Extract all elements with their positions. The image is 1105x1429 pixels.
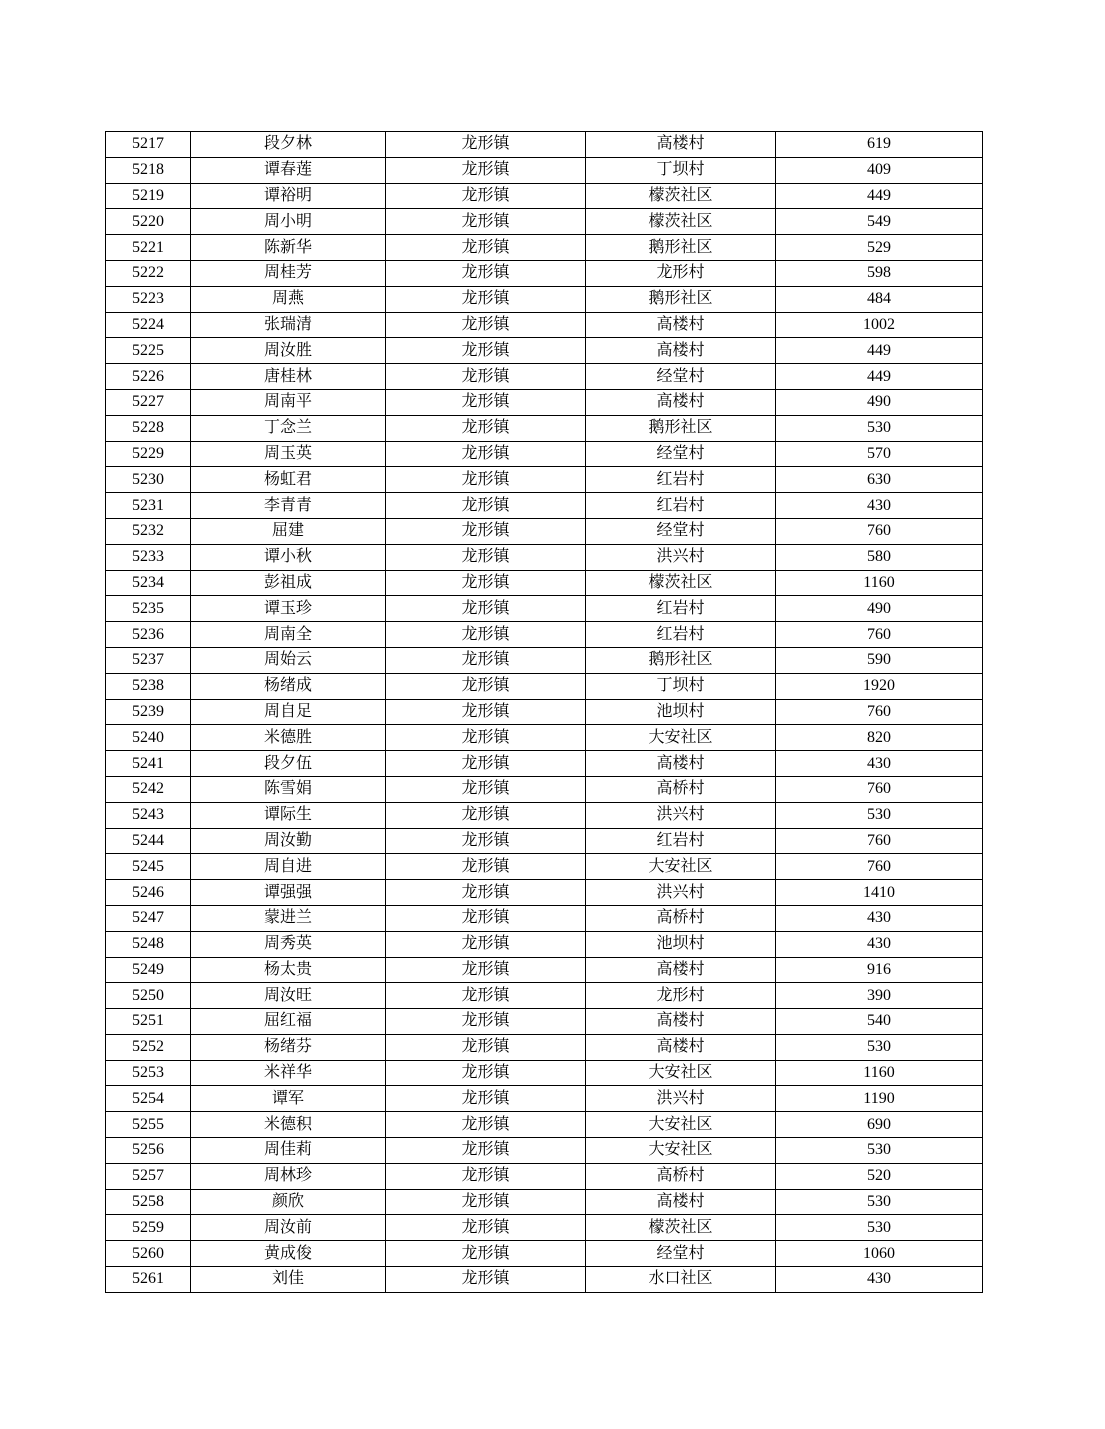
cell-amount: 1410 <box>776 880 983 906</box>
cell-town: 龙形镇 <box>386 183 586 209</box>
cell-town: 龙形镇 <box>386 1241 586 1267</box>
cell-name: 陈新华 <box>191 235 386 261</box>
cell-id: 5239 <box>106 699 191 725</box>
cell-name: 谭强强 <box>191 880 386 906</box>
cell-name: 段夕伍 <box>191 751 386 777</box>
cell-id: 5234 <box>106 570 191 596</box>
cell-id: 5246 <box>106 880 191 906</box>
cell-name: 周汝旺 <box>191 983 386 1009</box>
table-row <box>106 286 983 312</box>
cell-town: 龙形镇 <box>386 1267 586 1293</box>
cell-amount: 490 <box>776 596 983 622</box>
cell-name: 谭小秋 <box>191 544 386 570</box>
cell-id: 5241 <box>106 751 191 777</box>
cell-town: 龙形镇 <box>386 518 586 544</box>
cell-name: 张瑞清 <box>191 312 386 338</box>
cell-name: 谭春莲 <box>191 157 386 183</box>
cell-village: 檬茨社区 <box>586 183 776 209</box>
cell-town: 龙形镇 <box>386 1086 586 1112</box>
cell-name: 周林珍 <box>191 1163 386 1189</box>
cell-village: 大安社区 <box>586 1060 776 1086</box>
cell-amount: 1160 <box>776 570 983 596</box>
table-row <box>106 1215 983 1241</box>
cell-name: 米德胜 <box>191 725 386 751</box>
cell-amount: 490 <box>776 389 983 415</box>
cell-town: 龙形镇 <box>386 751 586 777</box>
cell-id: 5233 <box>106 544 191 570</box>
table-row <box>106 570 983 596</box>
cell-amount: 529 <box>776 235 983 261</box>
cell-amount: 449 <box>776 183 983 209</box>
table-row <box>106 364 983 390</box>
cell-town: 龙形镇 <box>386 441 586 467</box>
table-row <box>106 493 983 519</box>
table-row <box>106 673 983 699</box>
cell-amount: 690 <box>776 1112 983 1138</box>
cell-amount: 1920 <box>776 673 983 699</box>
cell-amount: 760 <box>776 854 983 880</box>
cell-village: 高楼村 <box>586 1034 776 1060</box>
cell-name: 周汝勤 <box>191 828 386 854</box>
table-row <box>106 802 983 828</box>
cell-town: 龙形镇 <box>386 415 586 441</box>
cell-name: 杨虹君 <box>191 467 386 493</box>
cell-town: 龙形镇 <box>386 776 586 802</box>
cell-town: 龙形镇 <box>386 209 586 235</box>
table-row <box>106 854 983 880</box>
cell-town: 龙形镇 <box>386 622 586 648</box>
table-row <box>106 1241 983 1267</box>
cell-id: 5243 <box>106 802 191 828</box>
cell-id: 5240 <box>106 725 191 751</box>
table-row <box>106 209 983 235</box>
cell-amount: 760 <box>776 828 983 854</box>
cell-village: 高楼村 <box>586 1009 776 1035</box>
cell-village: 鹅形社区 <box>586 647 776 673</box>
cell-amount: 530 <box>776 1034 983 1060</box>
cell-village: 檬茨社区 <box>586 209 776 235</box>
cell-town: 龙形镇 <box>386 1009 586 1035</box>
table-row <box>106 725 983 751</box>
table-row <box>106 828 983 854</box>
cell-amount: 916 <box>776 957 983 983</box>
cell-amount: 590 <box>776 647 983 673</box>
cell-name: 杨绪成 <box>191 673 386 699</box>
cell-name: 周桂芳 <box>191 260 386 286</box>
cell-town: 龙形镇 <box>386 493 586 519</box>
cell-amount: 530 <box>776 802 983 828</box>
cell-amount: 430 <box>776 1267 983 1293</box>
cell-name: 周汝前 <box>191 1215 386 1241</box>
cell-village: 池坝村 <box>586 931 776 957</box>
cell-village: 洪兴村 <box>586 802 776 828</box>
cell-id: 5254 <box>106 1086 191 1112</box>
cell-town: 龙形镇 <box>386 1112 586 1138</box>
cell-village: 高楼村 <box>586 751 776 777</box>
cell-id: 5231 <box>106 493 191 519</box>
table-row <box>106 235 983 261</box>
cell-name: 周秀英 <box>191 931 386 957</box>
cell-name: 周自足 <box>191 699 386 725</box>
table-row <box>106 1138 983 1164</box>
table-row <box>106 441 983 467</box>
table-row <box>106 880 983 906</box>
table-row <box>106 1034 983 1060</box>
cell-village: 大安社区 <box>586 725 776 751</box>
cell-town: 龙形镇 <box>386 286 586 312</box>
cell-name: 谭军 <box>191 1086 386 1112</box>
table-row <box>106 544 983 570</box>
cell-town: 龙形镇 <box>386 880 586 906</box>
table-row <box>106 157 983 183</box>
cell-amount: 430 <box>776 493 983 519</box>
cell-amount: 1060 <box>776 1241 983 1267</box>
table-row <box>106 1086 983 1112</box>
cell-village: 洪兴村 <box>586 880 776 906</box>
cell-town: 龙形镇 <box>386 699 586 725</box>
cell-village: 高楼村 <box>586 1189 776 1215</box>
cell-village: 经堂村 <box>586 364 776 390</box>
table-row <box>106 132 983 158</box>
cell-amount: 430 <box>776 905 983 931</box>
cell-name: 谭际生 <box>191 802 386 828</box>
table-row <box>106 751 983 777</box>
cell-amount: 430 <box>776 751 983 777</box>
cell-amount: 390 <box>776 983 983 1009</box>
table-row <box>106 1112 983 1138</box>
table-row <box>106 389 983 415</box>
cell-id: 5237 <box>106 647 191 673</box>
cell-town: 龙形镇 <box>386 1163 586 1189</box>
cell-village: 鹅形社区 <box>586 235 776 261</box>
cell-name: 段夕林 <box>191 132 386 158</box>
table-row <box>106 260 983 286</box>
cell-name: 杨绪芬 <box>191 1034 386 1060</box>
cell-id: 5228 <box>106 415 191 441</box>
cell-amount: 760 <box>776 699 983 725</box>
cell-name: 周始云 <box>191 647 386 673</box>
cell-amount: 619 <box>776 132 983 158</box>
cell-town: 龙形镇 <box>386 828 586 854</box>
cell-town: 龙形镇 <box>386 1060 586 1086</box>
cell-id: 5235 <box>106 596 191 622</box>
cell-amount: 760 <box>776 622 983 648</box>
cell-town: 龙形镇 <box>386 570 586 596</box>
cell-amount: 580 <box>776 544 983 570</box>
cell-village: 龙形村 <box>586 983 776 1009</box>
cell-name: 周燕 <box>191 286 386 312</box>
cell-town: 龙形镇 <box>386 983 586 1009</box>
cell-village: 经堂村 <box>586 441 776 467</box>
cell-amount: 1160 <box>776 1060 983 1086</box>
cell-village: 鹅形社区 <box>586 286 776 312</box>
cell-id: 5222 <box>106 260 191 286</box>
cell-town: 龙形镇 <box>386 157 586 183</box>
cell-town: 龙形镇 <box>386 544 586 570</box>
cell-id: 5221 <box>106 235 191 261</box>
cell-amount: 1002 <box>776 312 983 338</box>
table-row <box>106 647 983 673</box>
cell-amount: 449 <box>776 338 983 364</box>
cell-name: 米德积 <box>191 1112 386 1138</box>
cell-amount: 530 <box>776 1138 983 1164</box>
cell-id: 5255 <box>106 1112 191 1138</box>
cell-town: 龙形镇 <box>386 596 586 622</box>
cell-id: 5224 <box>106 312 191 338</box>
cell-name: 周南全 <box>191 622 386 648</box>
cell-town: 龙形镇 <box>386 235 586 261</box>
table-row <box>106 1060 983 1086</box>
cell-town: 龙形镇 <box>386 673 586 699</box>
cell-village: 高楼村 <box>586 132 776 158</box>
cell-town: 龙形镇 <box>386 854 586 880</box>
cell-village: 鹅形社区 <box>586 415 776 441</box>
cell-name: 周汝胜 <box>191 338 386 364</box>
cell-village: 红岩村 <box>586 596 776 622</box>
cell-name: 黄成俊 <box>191 1241 386 1267</box>
cell-amount: 430 <box>776 931 983 957</box>
cell-name: 屈建 <box>191 518 386 544</box>
cell-id: 5242 <box>106 776 191 802</box>
table-row <box>106 518 983 544</box>
cell-id: 5256 <box>106 1138 191 1164</box>
cell-id: 5244 <box>106 828 191 854</box>
cell-id: 5258 <box>106 1189 191 1215</box>
cell-name: 周南平 <box>191 389 386 415</box>
cell-village: 大安社区 <box>586 854 776 880</box>
cell-village: 水口社区 <box>586 1267 776 1293</box>
cell-name: 屈红福 <box>191 1009 386 1035</box>
cell-town: 龙形镇 <box>386 1189 586 1215</box>
cell-amount: 570 <box>776 441 983 467</box>
cell-name: 周玉英 <box>191 441 386 467</box>
cell-village: 红岩村 <box>586 493 776 519</box>
cell-village: 高楼村 <box>586 389 776 415</box>
cell-id: 5223 <box>106 286 191 312</box>
cell-name: 周小明 <box>191 209 386 235</box>
cell-name: 周佳莉 <box>191 1138 386 1164</box>
cell-name: 蒙进兰 <box>191 905 386 931</box>
cell-village: 檬茨社区 <box>586 1215 776 1241</box>
cell-name: 李青青 <box>191 493 386 519</box>
cell-town: 龙形镇 <box>386 364 586 390</box>
cell-village: 洪兴村 <box>586 544 776 570</box>
cell-town: 龙形镇 <box>386 389 586 415</box>
cell-amount: 1190 <box>776 1086 983 1112</box>
cell-amount: 760 <box>776 518 983 544</box>
cell-amount: 540 <box>776 1009 983 1035</box>
cell-name: 谭玉珍 <box>191 596 386 622</box>
cell-village: 经堂村 <box>586 1241 776 1267</box>
table-row <box>106 699 983 725</box>
cell-village: 高桥村 <box>586 1163 776 1189</box>
cell-village: 红岩村 <box>586 622 776 648</box>
cell-amount: 820 <box>776 725 983 751</box>
roster-table <box>105 131 983 1293</box>
cell-name: 周自进 <box>191 854 386 880</box>
cell-village: 池坝村 <box>586 699 776 725</box>
cell-id: 5225 <box>106 338 191 364</box>
cell-amount: 530 <box>776 1189 983 1215</box>
cell-amount: 630 <box>776 467 983 493</box>
cell-town: 龙形镇 <box>386 338 586 364</box>
table-row <box>106 931 983 957</box>
cell-village: 檬茨社区 <box>586 570 776 596</box>
cell-village: 高桥村 <box>586 776 776 802</box>
cell-name: 颜欣 <box>191 1189 386 1215</box>
cell-amount: 449 <box>776 364 983 390</box>
cell-id: 5257 <box>106 1163 191 1189</box>
cell-id: 5252 <box>106 1034 191 1060</box>
table-row <box>106 183 983 209</box>
cell-id: 5236 <box>106 622 191 648</box>
table-row <box>106 415 983 441</box>
cell-village: 高楼村 <box>586 957 776 983</box>
table-row <box>106 905 983 931</box>
cell-id: 5217 <box>106 132 191 158</box>
cell-id: 5229 <box>106 441 191 467</box>
cell-village: 洪兴村 <box>586 1086 776 1112</box>
table-row <box>106 467 983 493</box>
cell-name: 刘佳 <box>191 1267 386 1293</box>
cell-amount: 760 <box>776 776 983 802</box>
cell-town: 龙形镇 <box>386 647 586 673</box>
cell-town: 龙形镇 <box>386 1215 586 1241</box>
table-row <box>106 983 983 1009</box>
cell-amount: 549 <box>776 209 983 235</box>
cell-id: 5247 <box>106 905 191 931</box>
table-row <box>106 1189 983 1215</box>
cell-id: 5248 <box>106 931 191 957</box>
cell-town: 龙形镇 <box>386 905 586 931</box>
cell-id: 5232 <box>106 518 191 544</box>
cell-town: 龙形镇 <box>386 312 586 338</box>
table-row <box>106 338 983 364</box>
cell-amount: 530 <box>776 1215 983 1241</box>
cell-village: 大安社区 <box>586 1138 776 1164</box>
cell-id: 5259 <box>106 1215 191 1241</box>
cell-village: 丁坝村 <box>586 673 776 699</box>
cell-id: 5218 <box>106 157 191 183</box>
cell-id: 5227 <box>106 389 191 415</box>
cell-amount: 598 <box>776 260 983 286</box>
cell-amount: 484 <box>776 286 983 312</box>
cell-village: 高楼村 <box>586 312 776 338</box>
cell-village: 高桥村 <box>586 905 776 931</box>
table-row <box>106 1009 983 1035</box>
cell-name: 丁念兰 <box>191 415 386 441</box>
cell-village: 经堂村 <box>586 518 776 544</box>
cell-town: 龙形镇 <box>386 725 586 751</box>
table-body <box>106 132 983 1293</box>
table-row <box>106 596 983 622</box>
table-row <box>106 622 983 648</box>
cell-town: 龙形镇 <box>386 931 586 957</box>
cell-id: 5219 <box>106 183 191 209</box>
cell-town: 龙形镇 <box>386 802 586 828</box>
table-row <box>106 312 983 338</box>
cell-village: 红岩村 <box>586 467 776 493</box>
cell-village: 龙形村 <box>586 260 776 286</box>
table-row <box>106 1267 983 1293</box>
cell-village: 丁坝村 <box>586 157 776 183</box>
table-row <box>106 1163 983 1189</box>
cell-amount: 409 <box>776 157 983 183</box>
table-row <box>106 957 983 983</box>
cell-id: 5251 <box>106 1009 191 1035</box>
cell-town: 龙形镇 <box>386 1138 586 1164</box>
cell-town: 龙形镇 <box>386 260 586 286</box>
cell-id: 5238 <box>106 673 191 699</box>
cell-name: 彭祖成 <box>191 570 386 596</box>
cell-town: 龙形镇 <box>386 957 586 983</box>
cell-id: 5249 <box>106 957 191 983</box>
cell-town: 龙形镇 <box>386 132 586 158</box>
cell-village: 高楼村 <box>586 338 776 364</box>
cell-village: 大安社区 <box>586 1112 776 1138</box>
cell-id: 5226 <box>106 364 191 390</box>
cell-id: 5253 <box>106 1060 191 1086</box>
cell-town: 龙形镇 <box>386 467 586 493</box>
cell-name: 谭裕明 <box>191 183 386 209</box>
table-row <box>106 776 983 802</box>
cell-name: 杨太贵 <box>191 957 386 983</box>
cell-amount: 520 <box>776 1163 983 1189</box>
cell-id: 5230 <box>106 467 191 493</box>
cell-id: 5245 <box>106 854 191 880</box>
cell-id: 5250 <box>106 983 191 1009</box>
cell-id: 5261 <box>106 1267 191 1293</box>
cell-name: 米祥华 <box>191 1060 386 1086</box>
cell-amount: 530 <box>776 415 983 441</box>
cell-name: 唐桂林 <box>191 364 386 390</box>
cell-town: 龙形镇 <box>386 1034 586 1060</box>
cell-village: 红岩村 <box>586 828 776 854</box>
cell-id: 5220 <box>106 209 191 235</box>
cell-id: 5260 <box>106 1241 191 1267</box>
cell-name: 陈雪娟 <box>191 776 386 802</box>
